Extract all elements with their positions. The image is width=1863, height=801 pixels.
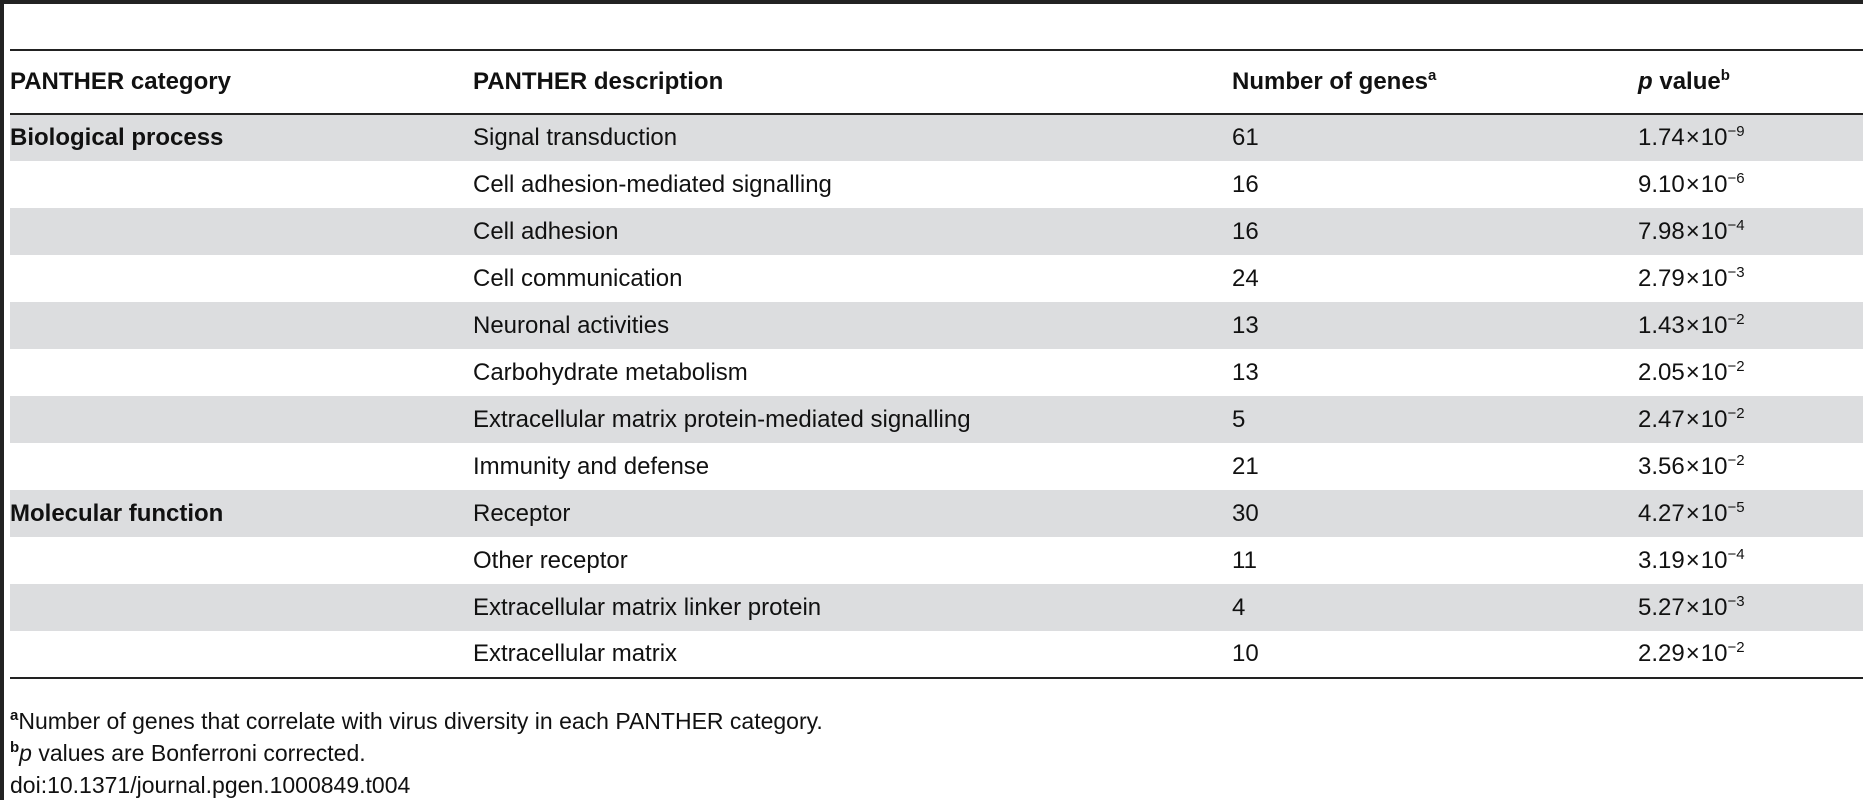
cell-category bbox=[10, 631, 473, 678]
cell-p-value bbox=[1638, 443, 1863, 490]
table-row bbox=[10, 631, 1863, 678]
cell-p-value bbox=[1638, 208, 1863, 255]
cell-number-of-genes: 5 bbox=[1232, 405, 1246, 433]
table-row bbox=[10, 114, 1863, 161]
header-description-label: PANTHER description bbox=[473, 68, 724, 95]
p-value-exponent: −4 bbox=[1727, 216, 1745, 234]
header-p-value bbox=[1638, 50, 1863, 114]
table-row bbox=[10, 161, 1863, 208]
cell-description: Cell adhesion-mediated signalling bbox=[473, 170, 832, 198]
p-value-base: 10 bbox=[1700, 217, 1728, 245]
p-value-mantissa: 7.98 bbox=[1638, 217, 1685, 245]
p-value-exponent: −2 bbox=[1727, 639, 1745, 656]
times-symbol: × bbox=[1685, 358, 1700, 386]
cell-number-of-genes: 16 bbox=[1232, 170, 1259, 198]
cell-description: Cell communication bbox=[473, 264, 683, 292]
times-symbol: × bbox=[1685, 640, 1700, 667]
footnote-a-text: Number of genes that correlate with virus diversity in each PANTHER category. bbox=[18, 708, 823, 734]
footnote-a-marker: a bbox=[10, 707, 19, 724]
results-table-container bbox=[10, 49, 1863, 679]
cell-category bbox=[10, 255, 473, 302]
p-value-mantissa: 9.10 bbox=[1638, 170, 1685, 198]
table-row bbox=[10, 349, 1863, 396]
cell-description: Immunity and defense bbox=[473, 452, 710, 480]
times-symbol: × bbox=[1685, 264, 1700, 292]
p-value-exponent: −5 bbox=[1727, 498, 1745, 516]
cell-number-of-genes: 30 bbox=[1232, 499, 1259, 527]
table-row bbox=[10, 208, 1863, 255]
p-value-exponent: −6 bbox=[1727, 169, 1745, 187]
footnote-marker-b: b bbox=[1720, 67, 1730, 84]
p-value-base: 10 bbox=[1700, 546, 1728, 574]
footnote-b bbox=[10, 737, 823, 769]
p-value-base: 10 bbox=[1700, 452, 1728, 480]
p-value-exponent: −3 bbox=[1727, 592, 1745, 610]
left-border-rule bbox=[0, 0, 4, 800]
cell-category bbox=[10, 302, 473, 349]
p-value-exponent: −2 bbox=[1727, 451, 1745, 469]
p-value-base: 10 bbox=[1700, 593, 1728, 621]
p-value-base: 10 bbox=[1700, 311, 1728, 339]
header-p-italic: p bbox=[1638, 68, 1653, 95]
p-value-exponent: −4 bbox=[1727, 545, 1745, 563]
cell-number-of-genes: 21 bbox=[1232, 452, 1259, 480]
times-symbol: × bbox=[1685, 546, 1700, 574]
times-symbol: × bbox=[1685, 405, 1700, 433]
p-value-mantissa: 1.74 bbox=[1638, 124, 1685, 151]
header-panther-description bbox=[473, 50, 1232, 114]
top-border-rule bbox=[0, 0, 1863, 4]
p-value-mantissa: 2.47 bbox=[1638, 405, 1685, 433]
cell-category bbox=[10, 208, 473, 255]
p-value-mantissa: 5.27 bbox=[1638, 593, 1685, 621]
header-genes-label: Number of genes bbox=[1232, 68, 1429, 95]
times-symbol: × bbox=[1685, 593, 1700, 621]
p-value-exponent: −2 bbox=[1727, 404, 1745, 422]
cell-number-of-genes: 13 bbox=[1232, 358, 1259, 386]
footnote-b-text: values are Bonferroni corrected. bbox=[31, 740, 366, 766]
footnote-marker-a: a bbox=[1428, 67, 1437, 84]
doi-link[interactable] bbox=[10, 769, 823, 801]
p-value-mantissa: 2.79 bbox=[1638, 264, 1685, 292]
panther-results-table bbox=[10, 49, 1863, 679]
p-value-mantissa: 3.56 bbox=[1638, 452, 1685, 480]
cell-category bbox=[10, 537, 473, 584]
cell-description: Extracellular matrix bbox=[473, 640, 678, 667]
header-panther-category bbox=[10, 50, 473, 114]
p-value-mantissa: 4.27 bbox=[1638, 499, 1685, 527]
header-number-of-genes bbox=[1232, 50, 1638, 114]
header-category-label: PANTHER category bbox=[10, 68, 231, 95]
footnote-b-italic-p: p bbox=[19, 740, 32, 766]
p-value-exponent: −3 bbox=[1727, 263, 1745, 281]
cell-number-of-genes: 10 bbox=[1232, 640, 1259, 667]
cell-category bbox=[10, 443, 473, 490]
p-value-mantissa: 1.43 bbox=[1638, 311, 1685, 339]
cell-category: Molecular function bbox=[10, 499, 224, 527]
cell-p-value bbox=[1638, 490, 1863, 537]
p-value-base: 10 bbox=[1700, 170, 1728, 198]
p-value-exponent: −2 bbox=[1727, 310, 1745, 328]
p-value-base: 10 bbox=[1700, 640, 1728, 667]
cell-number-of-genes: 11 bbox=[1232, 546, 1257, 574]
p-value-base: 10 bbox=[1700, 358, 1728, 386]
times-symbol: × bbox=[1685, 452, 1700, 480]
cell-number-of-genes: 4 bbox=[1232, 593, 1246, 621]
cell-p-value bbox=[1638, 114, 1863, 161]
table-row bbox=[10, 255, 1863, 302]
cell-number-of-genes: 61 bbox=[1232, 124, 1259, 151]
cell-p-value bbox=[1638, 396, 1863, 443]
doi-text[interactable]: doi:10.1371/journal.pgen.1000849.t004 bbox=[10, 772, 411, 798]
table-row bbox=[10, 584, 1863, 631]
table-header-row bbox=[10, 50, 1863, 114]
cell-number-of-genes: 16 bbox=[1232, 217, 1259, 245]
table-row bbox=[10, 302, 1863, 349]
times-symbol: × bbox=[1685, 217, 1700, 245]
p-value-exponent: −2 bbox=[1727, 357, 1745, 375]
p-value-mantissa: 2.29 bbox=[1638, 640, 1685, 667]
p-value-base: 10 bbox=[1700, 499, 1728, 527]
cell-p-value bbox=[1638, 302, 1863, 349]
p-value-mantissa: 3.19 bbox=[1638, 546, 1685, 574]
table-footnotes bbox=[10, 705, 823, 801]
cell-category bbox=[10, 349, 473, 396]
footnote-a bbox=[10, 705, 823, 737]
p-value-exponent: −9 bbox=[1727, 123, 1745, 140]
table-body bbox=[10, 114, 1863, 678]
cell-description: Other receptor bbox=[473, 546, 628, 574]
table-row bbox=[10, 490, 1863, 537]
table-row bbox=[10, 443, 1863, 490]
cell-description: Cell adhesion bbox=[473, 217, 619, 245]
cell-p-value bbox=[1638, 349, 1863, 396]
cell-number-of-genes: 13 bbox=[1232, 311, 1259, 339]
cell-category bbox=[10, 161, 473, 208]
table-row bbox=[10, 396, 1863, 443]
cell-description: Receptor bbox=[473, 499, 571, 527]
times-symbol: × bbox=[1685, 311, 1700, 339]
cell-category: Biological process bbox=[10, 124, 224, 151]
cell-p-value bbox=[1638, 537, 1863, 584]
times-symbol: × bbox=[1685, 124, 1700, 151]
cell-p-value bbox=[1638, 161, 1863, 208]
p-value-mantissa: 2.05 bbox=[1638, 358, 1685, 386]
cell-number-of-genes: 24 bbox=[1232, 264, 1259, 292]
cell-description: Extracellular matrix linker protein bbox=[473, 593, 822, 621]
cell-category bbox=[10, 584, 473, 631]
cell-description: Neuronal activities bbox=[473, 311, 670, 339]
p-value-base: 10 bbox=[1700, 405, 1728, 433]
cell-description: Carbohydrate metabolism bbox=[473, 358, 748, 386]
p-value-base: 10 bbox=[1700, 264, 1728, 292]
cell-p-value bbox=[1638, 584, 1863, 631]
cell-description: Extracellular matrix protein-mediated signalling bbox=[473, 405, 971, 433]
cell-description: Signal transduction bbox=[473, 124, 678, 151]
cell-p-value bbox=[1638, 255, 1863, 302]
times-symbol: × bbox=[1685, 170, 1700, 198]
times-symbol: × bbox=[1685, 499, 1700, 527]
p-value-base: 10 bbox=[1700, 124, 1728, 151]
table-row bbox=[10, 537, 1863, 584]
footnote-b-marker: b bbox=[10, 739, 20, 756]
cell-p-value bbox=[1638, 631, 1863, 678]
header-pvalue-label: value bbox=[1652, 68, 1721, 95]
cell-category bbox=[10, 396, 473, 443]
